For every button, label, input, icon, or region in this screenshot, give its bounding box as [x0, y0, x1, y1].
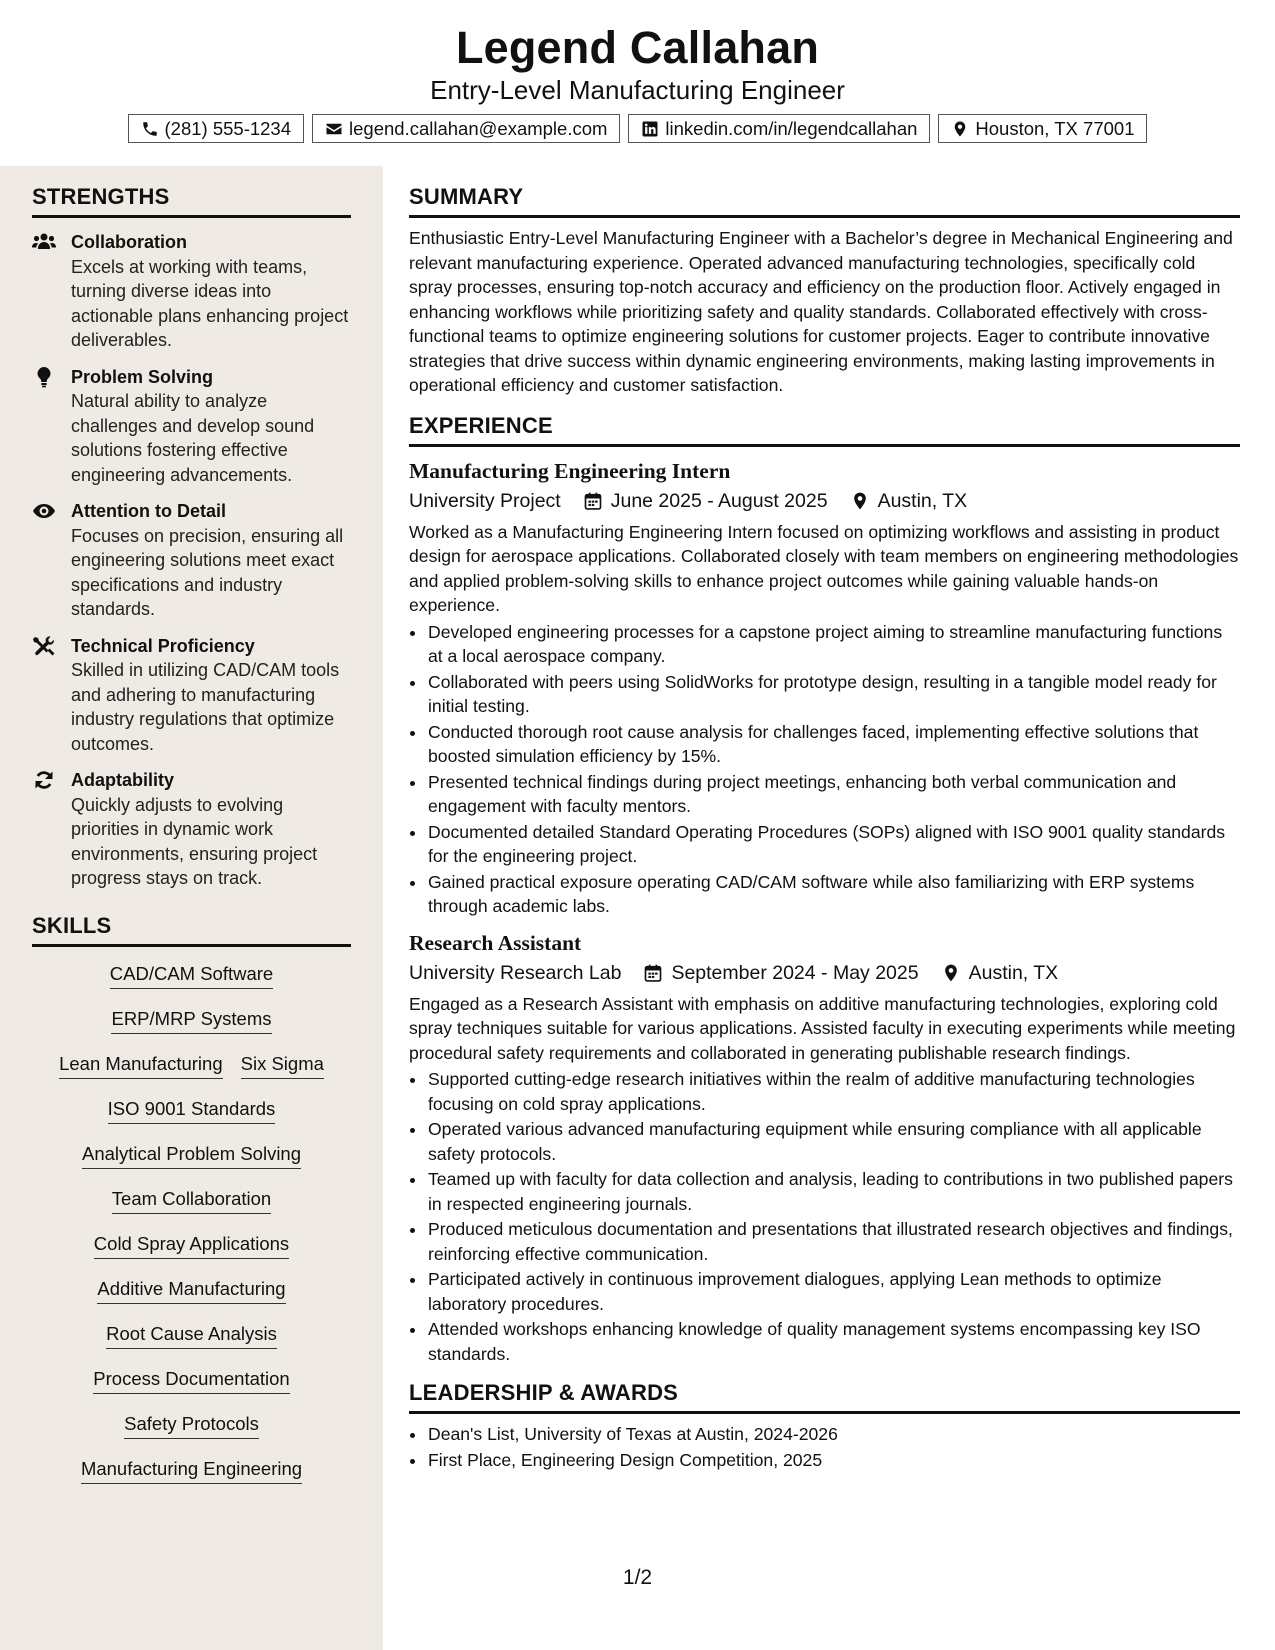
- sync-icon: [32, 769, 56, 791]
- skill-tag: Team Collaboration: [112, 1186, 271, 1214]
- bullet-item: • Documented detailed Standard Operating Procedures (SOPs) aligned with ISO 9001 quality standards for the engineering project.: [427, 820, 1240, 869]
- skill-tag: ISO 9001 Standards: [108, 1096, 276, 1124]
- eye-icon: [32, 500, 56, 522]
- skill-tag: Safety Protocols: [124, 1411, 259, 1439]
- phone-text: (281) 555-1234: [164, 118, 292, 139]
- skill-tag: Cold Spray Applications: [94, 1231, 289, 1259]
- email-text: legend.callahan@example.com: [349, 118, 608, 139]
- job-role: Manufacturing Engineering Intern: [409, 458, 731, 483]
- strength-name: Problem Solving: [71, 366, 214, 387]
- strength-desc: Skilled in utilizing CAD/CAM tools and adhering to manufacturing industry regulations that optimize outcomes.: [71, 660, 340, 754]
- strength-name: Collaboration: [71, 232, 187, 252]
- job-description: Worked as a Manufacturing Engineering Intern focused on optimizing workflows and assisting in product design for aerospace applications. Collaborated closely with team members on engineering methodologies and applied problem-solving skills to enhance project outcomes while gaining valuable hands-on experience.: [409, 521, 1239, 615]
- tools-icon: [32, 635, 56, 657]
- users-icon: [32, 231, 56, 253]
- strength-item: [32, 230, 351, 353]
- awards-list: [409, 1422, 1240, 1472]
- map-pin-icon: [850, 491, 870, 511]
- strength-name: Technical Proficiency: [71, 635, 255, 656]
- sidebar: [0, 166, 383, 1650]
- bullet-item: • Conducted thorough root cause analysis for challenges faced, implementing effective solutions that boosted simulation efficiency by 15%.: [427, 720, 1240, 769]
- job-dates: June 2025 - August 2025: [610, 489, 828, 512]
- location-chip: [938, 114, 1147, 143]
- award-item: • First Place, Engineering Design Competition, 2025: [427, 1448, 1240, 1473]
- bullet-item: • Collaborated with peers using SolidWorks for prototype design, resulting in a tangible model ready for initial testing.: [427, 670, 1240, 719]
- skill-tag: Additive Manufacturing: [97, 1276, 285, 1304]
- location-text: Houston, TX 77001: [975, 118, 1135, 139]
- skill-tag: ERP/MRP Systems: [111, 1006, 271, 1034]
- job-bullets: [409, 620, 1240, 919]
- linkedin-text: linkedin.com/in/legendcallahan: [665, 118, 918, 139]
- strength-name: Adaptability: [71, 770, 175, 790]
- calendar-icon: [643, 963, 663, 983]
- bullet-item: • Gained practical exposure operating CAD/CAM software while also familiarizing with ERP systems through academic labs.: [427, 870, 1240, 919]
- skill-tag: Root Cause Analysis: [106, 1321, 277, 1349]
- phone-icon: [141, 120, 159, 138]
- job-entry: [409, 457, 1240, 919]
- phone-chip[interactable]: [128, 114, 305, 143]
- experience-heading: EXPERIENCE: [409, 398, 1240, 447]
- strength-desc: Natural ability to analyze challenges and develop sound solutions fostering effective engineering advancements.: [71, 391, 315, 485]
- contact-bar: [0, 114, 1275, 143]
- skills-heading: SKILLS: [32, 895, 351, 947]
- skill-tag: Lean Manufacturing: [59, 1051, 223, 1079]
- job-org: University Project: [409, 489, 561, 512]
- sidebar-content: [32, 166, 351, 1501]
- awards-heading: LEADERSHIP & AWARDS: [409, 1367, 1240, 1414]
- skill-tag: Six Sigma: [241, 1051, 324, 1079]
- job-location: Austin, TX: [877, 489, 968, 512]
- map-pin-icon: [951, 120, 969, 138]
- bullet-item: • Produced meticulous documentation and presentations that illustrated research objectives and findings, reinforcing effective communication.: [427, 1217, 1240, 1266]
- bullet-item: • Presented technical findings during project meetings, enhancing both verbal communication and engagement with faculty mentors.: [427, 770, 1240, 819]
- envelope-icon: [325, 120, 343, 138]
- summary-heading: SUMMARY: [409, 166, 1240, 218]
- strength-item: [32, 365, 351, 488]
- skill-tag: Manufacturing Engineering: [81, 1456, 302, 1484]
- summary-text: Enthusiastic Entry-Level Manufacturing Engineer with a Bachelor’s degree in Mechanical Engineering and relevant manufacturing experience. Operated advanced manufacturing technologies, specifically cold spray processes, ensuring top-notch accuracy and efficiency on the production floor. Actively engaged in enhancing workflows while prioritizing safety and quality standards. Collaborated effectively with cross-functional teams to optimize engineering solutions for customer projects. Eager to contribute innovative strategies that drive success within dynamic engineering environments, making lasting improvements in operational efficiency and customer satisfaction.: [409, 228, 1233, 395]
- skill-tag: Process Documentation: [93, 1366, 289, 1394]
- bullet-item: • Participated actively in continuous improvement dialogues, applying Lean methods to optimize laboratory procedures.: [427, 1267, 1240, 1316]
- job-dates: September 2024 - May 2025: [671, 961, 919, 984]
- email-chip[interactable]: [312, 114, 620, 143]
- main-content: [409, 166, 1240, 1473]
- job-location: Austin, TX: [968, 961, 1059, 984]
- strength-item: [32, 768, 351, 891]
- job-role: Research Assistant: [409, 930, 582, 955]
- bullet-item: • Developed engineering processes for a capstone project aiming to streamline manufacturing functions at a local aerospace company.: [427, 620, 1240, 669]
- job-bullets: [409, 1067, 1240, 1366]
- strength-name: Attention to Detail: [71, 501, 226, 521]
- job-meta: [409, 487, 1240, 515]
- resume-header: [0, 0, 1275, 166]
- job-description: Engaged as a Research Assistant with emphasis on additive manufacturing technologies, exploring cold spray techniques suitable for various applications. Assisted faculty in executing experiments while meeting procedural safety requirements and collaborated in generating publishable research findings.: [409, 993, 1236, 1063]
- strengths-heading: STRENGTHS: [32, 166, 351, 218]
- strength-desc: Focuses on precision, ensuring all engineering solutions meet exact specifications and industry standards.: [71, 525, 344, 619]
- calendar-icon: [583, 491, 603, 511]
- linkedin-icon: [641, 120, 659, 138]
- strength-desc: Excels at working with teams, turning diverse ideas into actionable plans enhancing project deliverables.: [71, 256, 349, 350]
- lightbulb-icon: [32, 366, 56, 388]
- bullet-item: • Attended workshops enhancing knowledge of quality management systems encompassing key ISO standards.: [427, 1317, 1240, 1366]
- map-pin-icon: [941, 963, 961, 983]
- bullet-item: • Teamed up with faculty for data collection and analysis, leading to contributions in two published papers in respected engineering journals.: [427, 1167, 1240, 1216]
- job-entry: [409, 929, 1240, 1367]
- skill-tag: Analytical Problem Solving: [82, 1141, 301, 1169]
- skill-tag: CAD/CAM Software: [110, 961, 273, 989]
- candidate-title: Entry-Level Manufacturing Engineer: [430, 75, 845, 105]
- strength-desc: Quickly adjusts to evolving priorities in dynamic work environments, ensuring project progress stays on track.: [71, 794, 318, 888]
- linkedin-chip[interactable]: [628, 114, 930, 143]
- award-item: • Dean's List, University of Texas at Austin, 2024-2026: [427, 1422, 1240, 1447]
- job-meta: [409, 959, 1240, 987]
- skills-list: [32, 961, 351, 1501]
- bullet-item: • Operated various advanced manufacturing equipment while ensuring compliance with all applicable safety protocols.: [427, 1117, 1240, 1166]
- page-number: 1/2: [622, 1566, 653, 1589]
- candidate-name: Legend Callahan: [455, 22, 820, 73]
- job-org: University Research Lab: [409, 961, 622, 984]
- strength-item: [32, 499, 351, 622]
- bullet-item: • Supported cutting-edge research initiatives within the realm of additive manufacturing technologies focusing on cold spray applications.: [427, 1067, 1240, 1116]
- strength-item: [32, 634, 351, 757]
